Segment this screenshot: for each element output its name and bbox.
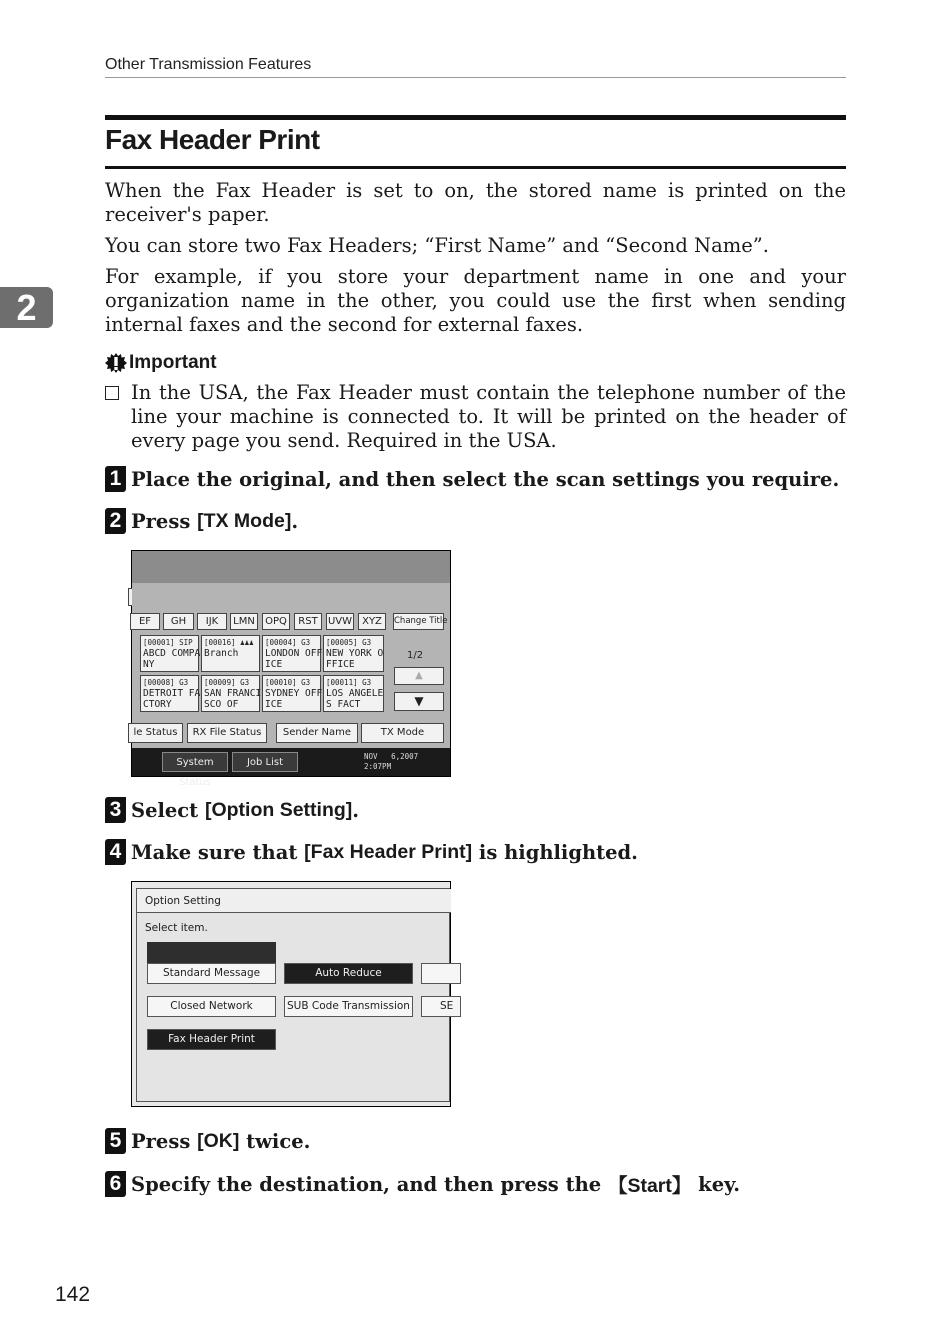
date: NOV 6,2007 — [364, 752, 419, 761]
change-title-button[interactable]: Change Title — [393, 613, 444, 630]
important-note: In the USA, the Fax Header must contain the telephone number of the line your machine is connected to. It will be printed on the header of every page you send. Required in the USA. — [131, 381, 846, 452]
dest-code: [00009] G3 — [204, 678, 250, 687]
important-label: Important — [129, 352, 217, 373]
rx-file-status-button[interactable]: RX File Status — [187, 723, 267, 743]
step-text: Select — [131, 798, 205, 822]
dest-code: [00011] G3 — [326, 678, 372, 687]
job-list-button[interactable]: Job List — [232, 752, 298, 772]
step-text: Press — [131, 509, 198, 533]
step-number: 6 — [105, 1171, 126, 1197]
dialog-title: Option Setting — [137, 889, 451, 913]
fax-header-print-button[interactable]: Fax Header Print — [147, 1029, 276, 1050]
dest-line2: ICE — [265, 659, 283, 670]
system-status-button[interactable]: System Status — [162, 752, 228, 772]
dest-line2: SCO OF — [204, 699, 239, 710]
tab-rst[interactable]: RST — [294, 613, 322, 630]
step-text: Specify the destination, and then press the — [131, 1172, 608, 1196]
option-button-cut[interactable] — [421, 963, 461, 984]
page-down-button[interactable] — [394, 692, 444, 711]
paragraph-headers: You can store two Fax Headers; “First Name” and “Second Name”. — [105, 234, 769, 257]
title-rule-top — [105, 115, 846, 120]
date-time — [364, 752, 418, 772]
dest-line1: ABCD COMPA — [143, 648, 201, 659]
key-label: [Option Setting] — [204, 798, 353, 821]
dest-line2: NY — [143, 659, 155, 670]
destination-button[interactable] — [201, 675, 260, 712]
dest-line2: CTORY — [143, 699, 172, 710]
dest-line2: ICE — [265, 699, 283, 710]
step-text: Make sure that — [131, 840, 305, 864]
step-text-end: key. — [691, 1172, 740, 1196]
dest-line1: DETROIT FA — [143, 688, 201, 699]
tab-ijk[interactable]: IJK — [197, 613, 227, 630]
dest-code: [00004] G3 — [265, 638, 311, 647]
step-2 — [105, 508, 298, 534]
dest-line1: LOS ANGELE — [326, 688, 384, 699]
chapter-tab: 2 — [0, 287, 53, 328]
step-number: 5 — [105, 1128, 126, 1154]
step-number: 3 — [105, 797, 126, 823]
tab-uvw[interactable]: UVW — [326, 613, 354, 630]
tab-opq[interactable]: OPQ — [262, 613, 290, 630]
dest-code: [00001] SIP — [143, 638, 193, 647]
step-text-end: is highlighted. — [472, 840, 638, 864]
tab-ef[interactable]: EF — [130, 613, 160, 630]
step-5 — [105, 1128, 310, 1154]
dest-line1: NEW YORK O — [326, 648, 384, 659]
sub-code-transmission-button[interactable]: SUB Code Transmission — [284, 996, 413, 1017]
dialog-instruction: Select item. — [145, 922, 208, 934]
dest-line1: LONDON OFF — [265, 648, 323, 659]
status-footer — [132, 748, 450, 788]
key-label: [Fax Header Print] — [304, 840, 473, 863]
dest-line1: Branch — [204, 648, 239, 659]
paragraph-intro: When the Fax Header is set to on, the stored name is printed on the receiver's paper. — [105, 179, 846, 226]
note-checkbox — [105, 386, 119, 400]
key-label: 【Start】 — [607, 1175, 692, 1197]
destination-button[interactable] — [140, 635, 199, 672]
step-6 — [105, 1170, 740, 1198]
step-text-end: . — [291, 509, 299, 533]
step-text-end: . — [352, 798, 360, 822]
dest-line2: FFICE — [326, 659, 355, 670]
header-divider — [105, 77, 846, 78]
se-button[interactable]: SE — [421, 996, 461, 1017]
destination-button[interactable] — [323, 675, 384, 712]
dest-code: [00008] G3 — [143, 678, 189, 687]
closed-network-button[interactable]: Closed Network — [147, 996, 276, 1017]
step-text-end: twice. — [239, 1129, 311, 1153]
up-arrow-icon: ▲ — [415, 670, 423, 681]
step-text: Press — [131, 1129, 198, 1153]
step-text: Place the original, and then select the scan settings you require. — [131, 467, 840, 491]
option-setting-screenshot — [131, 881, 454, 1107]
paragraph-example: For example, if you store your department name in one and your organization name in the other, you could use the first when sending internal faxes and the second for external faxes. — [105, 265, 846, 336]
file-status-button[interactable]: le Status — [128, 723, 183, 743]
dest-code: [00010] G3 — [265, 678, 311, 687]
dest-code: [00005] G3 — [326, 638, 372, 647]
destination-button[interactable] — [140, 675, 199, 712]
step-number: 1 — [105, 466, 126, 492]
tab-xyz[interactable]: XYZ — [358, 613, 386, 630]
dest-line2: S FACT — [326, 699, 361, 710]
step-1 — [105, 466, 839, 492]
destination-button[interactable] — [323, 635, 384, 672]
dest-code: [00016] ♟♟♟ — [204, 638, 254, 647]
key-label: [OK] — [197, 1129, 240, 1152]
step-number: 2 — [105, 508, 126, 534]
dest-line1: SYDNEY OFF — [265, 688, 323, 699]
standard-message-button[interactable]: Standard Message — [147, 963, 276, 984]
down-arrow-icon: ▼ — [414, 694, 424, 708]
tab-gh[interactable]: GH — [163, 613, 194, 630]
option-setting-dialog — [136, 888, 454, 1102]
step-4 — [105, 839, 638, 865]
destination-button[interactable] — [262, 635, 321, 672]
section-title: Fax Header Print — [105, 124, 320, 155]
title-rule-bottom — [105, 166, 846, 169]
key-label: [TX Mode] — [197, 509, 292, 532]
dest-line1: SAN FRANCI — [204, 688, 262, 699]
destination-button[interactable] — [201, 635, 260, 672]
tab-lmn[interactable]: LMN — [230, 613, 258, 630]
page-up-button[interactable] — [394, 667, 444, 685]
important-heading — [105, 352, 217, 374]
page-number: 142 — [55, 1283, 91, 1306]
tx-mode-button[interactable]: TX Mode — [361, 723, 444, 743]
top-bar — [132, 551, 450, 583]
fax-screen-screenshot — [131, 550, 451, 788]
destination-button[interactable] — [262, 675, 321, 712]
step-number: 4 — [105, 839, 126, 865]
step-3 — [105, 797, 359, 823]
sender-name-button[interactable]: Sender Name — [276, 723, 358, 743]
auto-reduce-button[interactable]: Auto Reduce — [284, 963, 413, 984]
important-icon — [105, 352, 127, 374]
running-head: Other Transmission Features — [105, 56, 312, 73]
time: 2:07PM — [364, 762, 392, 771]
page-indicator: 1/2 — [407, 650, 424, 661]
